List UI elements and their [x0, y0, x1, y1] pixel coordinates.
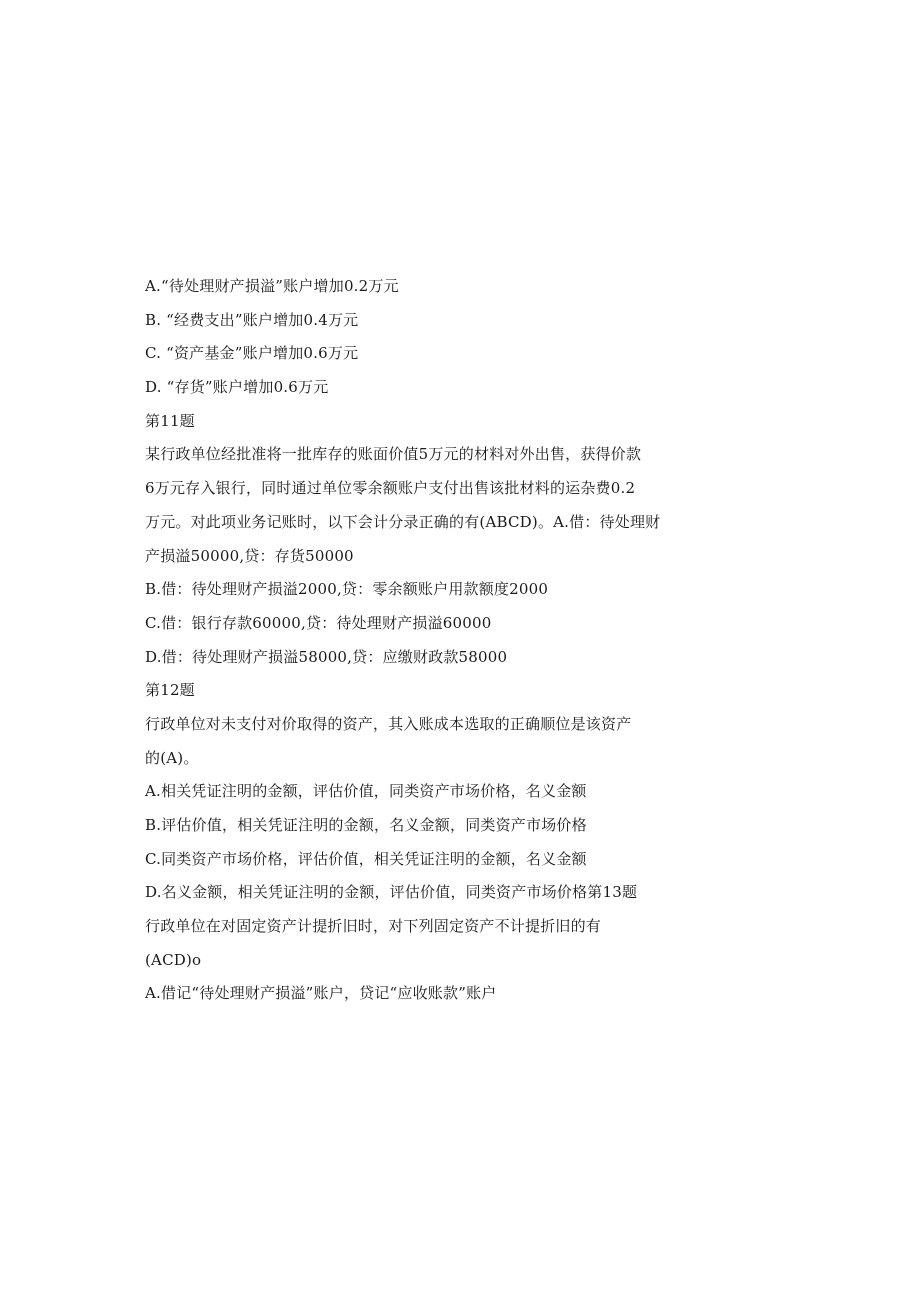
question-12-option-b: B.评估价值，相关凭证注明的金额，名义金额，同类资产市场价格	[145, 816, 587, 834]
question-13-text-line-1: 行政单位在对固定资产计提折旧时，对下列固定资产不计提折旧的有	[145, 917, 602, 936]
option-c-line: C. “资产基金”账户增加0.6万元	[145, 344, 359, 363]
question-12-text-line-1: 行政单位对未支付对价取得的资产，其入账成本选取的正确顺位是该资产	[145, 714, 632, 733]
document-page	[145, 270, 725, 1011]
question-12-option-a: A.相关凭证注明的金额，评估价值，同类资产市场价格，名义金额	[145, 782, 587, 801]
question-11-text-line-1: 某行政单位经批准将一批库存的账面价值5万元的材料对外出售，获得价款	[145, 445, 642, 464]
option-a-line: A.“待处理财产损溢”账户增加0.2万元	[145, 277, 399, 295]
question-11-text-line-3: 万元。对此项业务记账时，以下会计分录正确的有(ABCD)。A.借：待处理财	[145, 512, 661, 531]
question-11-option-c: C.借：银行存款60000,贷：待处理财产损溢60000	[145, 613, 492, 632]
option-b-line: B. “经费支出”账户增加0.4万元	[145, 310, 359, 329]
question-11-option-d: D.借：待处理财产损溢58000,贷：应缴财政款58000	[145, 647, 508, 666]
question-12-option-d: D.名义金额，相关凭证注明的金额，评估价值，同类资产市场价格第13题	[145, 883, 638, 902]
question-13-option-a: A.借记“待处理财产损溢”账户，贷记“应收账款”账户	[145, 984, 497, 1003]
question-12-text-line-2: 的(A)。	[145, 748, 199, 767]
option-d-line: D. “存货”账户增加0.6万元	[145, 378, 329, 397]
question-11-heading: 第11题	[145, 411, 195, 430]
question-12-heading: 第12题	[145, 681, 195, 700]
question-11-text-line-2: 6万元存入银行，同时通过单位零余额账户支付出售该批材料的运杂费0.2	[145, 479, 636, 498]
question-12-option-c: C.同类资产市场价格，评估价值，相关凭证注明的金额，名义金额	[145, 849, 587, 868]
question-13-text-line-2: (ACD)o	[145, 950, 202, 969]
question-11-option-b: B.借：待处理财产损溢2000,贷：零余额账户用款额度2000	[145, 580, 549, 599]
question-11-text-line-4: 产损溢50000,贷：存货50000	[145, 546, 354, 565]
